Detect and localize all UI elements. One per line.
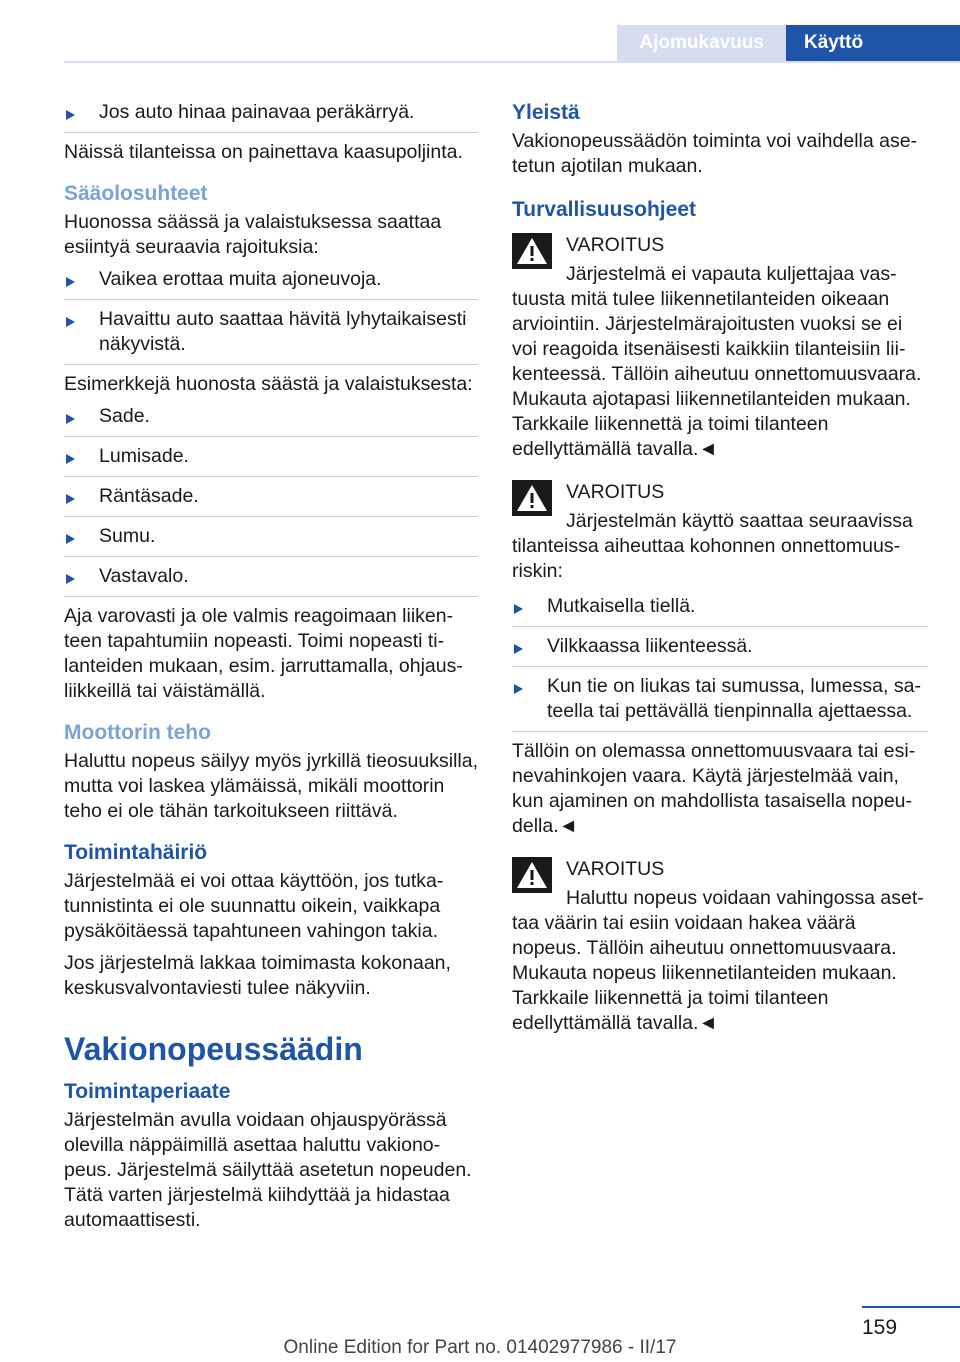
list-divider xyxy=(512,731,928,732)
list-item: Sumu. xyxy=(64,524,478,549)
paragraph: Näissä tilanteissa on painettava kaasupoljinta. xyxy=(64,141,463,163)
paragraph: Esimerkkejä huonosta säästä ja valaistuksesta: xyxy=(64,373,473,395)
warning-icon xyxy=(512,233,552,269)
header-divider xyxy=(64,61,960,63)
section-tab[interactable]: Ajomukavuus xyxy=(617,25,786,61)
paragraph: Jos järjestelmä lakkaa toimimasta kokonaan, keskusvalvontaviesti tulee näkyviin. xyxy=(64,952,451,999)
heading-general: Yleistä xyxy=(512,101,580,124)
warning-block xyxy=(512,857,928,1036)
list-divider xyxy=(64,299,478,300)
warning-text: Järjestelmän käyttö saattaa seuraavissa tilanteissa aiheuttaa kohonnen onnettomuusriskin: xyxy=(512,510,913,582)
warning-title: VAROITUS xyxy=(566,858,665,880)
chapter-title: Vakionopeussäädin xyxy=(64,1031,363,1067)
list-divider xyxy=(64,516,478,517)
paragraph: Haluttu nopeus säilyy myös jyrkillä tieosuuksilla, mutta voi laskea ylämäissä, mikäli moottorin teho ei ole tähän tarkoitukseen riittävä. xyxy=(64,750,479,822)
heading-malfunction: Toimintahäiriö xyxy=(64,841,208,864)
page-number: 159 xyxy=(862,1316,898,1339)
list-item: Sade. xyxy=(64,404,478,429)
heading-engine-power: Moottorin teho xyxy=(64,721,211,744)
list-item: Räntäsade. xyxy=(64,484,478,509)
warning-text: Haluttu nopeus voidaan vahingossa asettaa väärin tai esiin voidaan hakea väärä nopeus. Tällöin aiheutuu onnettomuusvaara. Mukauta nopeus liikennetilanteiden mukaan. Tarkkaile liikennettä ja toimi tilanteen edellyttämällä tavalla.◄ xyxy=(512,887,924,1034)
warning-title: VAROITUS xyxy=(566,481,665,503)
heading-safety: Turvallisuusohjeet xyxy=(512,198,696,221)
list-divider xyxy=(64,132,478,133)
footer-divider xyxy=(862,1306,960,1308)
paragraph: Huonossa säässä ja valaistuksessa saattaa esiintyä seuraavia rajoituksia: xyxy=(64,211,442,258)
chapter-tab[interactable]: Käyttö xyxy=(786,25,960,61)
paragraph: Aja varovasti ja ole valmis reagoimaan liikenteen tapahtumiin nopeasti. Toimi nopeasti tilanteiden mukaan, esim. jarruttamalla, ohjausliikkeillä tai väistämällä. xyxy=(64,605,463,702)
paragraph: Järjestelmää ei voi ottaa käyttöön, jos tutkatunnistinta ei ole suunnattu oikein, vaikkapa pysäköitäessä tapahtuneen vahingon takia. xyxy=(64,870,444,942)
list-divider xyxy=(64,436,478,437)
header-tabs xyxy=(617,25,960,61)
warning-block xyxy=(512,233,928,462)
heading-principle: Toimintaperiaate xyxy=(64,1080,231,1103)
warning-block xyxy=(512,480,928,584)
list-item: Lumisade. xyxy=(64,444,478,469)
list-divider xyxy=(64,364,478,365)
list-item: Vaikea erottaa muita ajoneuvoja. xyxy=(64,267,478,292)
edition-note: Online Edition for Part no. 01402977986 - II/17 xyxy=(283,1337,677,1358)
right-column xyxy=(512,100,928,1046)
left-column xyxy=(64,100,478,1240)
warning-title: VAROITUS xyxy=(566,234,665,256)
list-item: Mutkaisella tiellä. xyxy=(512,594,928,619)
list-divider xyxy=(512,626,928,627)
paragraph: Järjestelmän avulla voidaan ohjauspyörässä olevilla näppäimillä asettaa haluttu vakionopeus. Järjestelmä säilyttää asetetun nopeuden. Tätä varten järjestelmä kiihdyttää ja hidastaa automaattisesti. xyxy=(64,1109,472,1231)
warning-text: Järjestelmä ei vapauta kuljettajaa vastuusta mitä tulee liikennetilanteiden oikeaan arviointiin. Järjestelmärajoitusten vuoksi se ei voi reagoida itsenäisesti kaikkiin tilanteisiin liikenteessä. Tällöin aiheutuu onnettomuusvaara. Mukauta ajotapasi liikennetilanteiden mukaan. Tarkkaile liikennettä ja toimi tilanteen edellyttämällä tavalla.◄ xyxy=(512,263,922,460)
list-divider xyxy=(512,666,928,667)
list-item: Havaittu auto saattaa hävitä lyhytaikaisesti näkyvistä. xyxy=(64,307,478,357)
list-divider xyxy=(64,596,478,597)
list-divider xyxy=(64,476,478,477)
warning-icon xyxy=(512,480,552,516)
list-item: Vastavalo. xyxy=(64,564,478,589)
list-item: Jos auto hinaa painavaa peräkärryä. xyxy=(64,100,478,125)
paragraph: Vakionopeussäädön toiminta voi vaihdella asetetun ajotilan mukaan. xyxy=(512,130,918,177)
list-divider xyxy=(64,556,478,557)
list-item: Kun tie on liukas tai sumussa, lumessa, sateella tai pettävällä tienpinnalla ajettaessa. xyxy=(512,674,928,724)
heading-weather: Sääolosuhteet xyxy=(64,182,208,205)
warning-icon xyxy=(512,857,552,893)
list-item: Vilkkaassa liikenteessä. xyxy=(512,634,928,659)
paragraph: Tällöin on olemassa onnettomuusvaara tai esinevahinkojen vaara. Käytä järjestelmää vain, kun ajaminen on mahdollista tasaisella nopeudella.◄ xyxy=(512,740,916,837)
